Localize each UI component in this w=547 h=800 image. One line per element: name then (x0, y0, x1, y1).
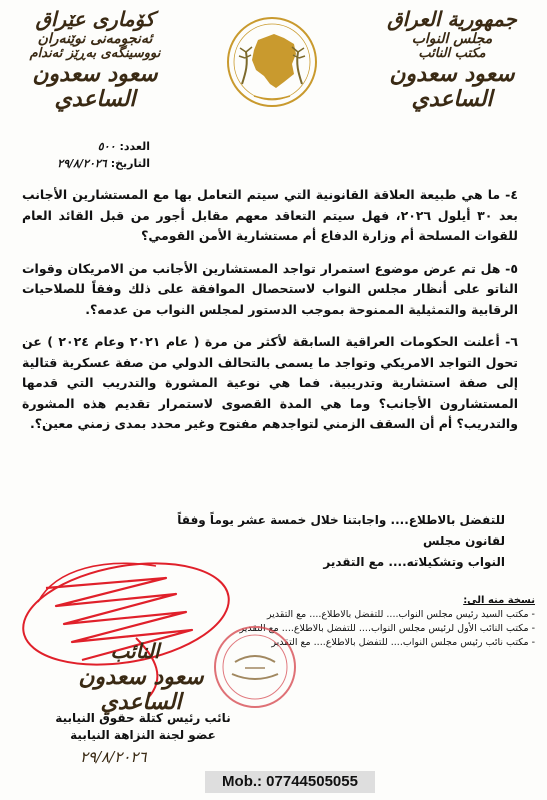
letter-date (10, 155, 150, 172)
question-4: ٤- ما هي طبيعة العلاقة القانونية التي سيتم التعامل بها مع المستشارين الأجانب بعد ٣٠ أيلول ٢٠٢٦، فهل سيتم التعاقد معهم مقابل أجور من قبل القائد العام للقوات المسلحة أم وزارة الدفاع أم مستشارية الأمن القومي؟ (22, 187, 518, 243)
iraq-map-emblem-icon (224, 14, 320, 110)
signature-date: ٢٩/٨/٢٠٢٦ (80, 748, 147, 766)
letter-number-value: ٥٠٠ (97, 140, 116, 153)
letter-number-label: العدد: (119, 140, 150, 153)
signature-position-2: عضو لجنة النزاهة النيابية (70, 728, 216, 742)
header-council: مجلس النواب (411, 31, 493, 47)
closing-line-1: للتفضل بالاطلاع.... واجابتنا خلال خمسة عشر يوماً وفقاً لقانون مجلس (177, 513, 505, 548)
question-5: ٥- هل تم عرض موضوع استمرار تواجد المستشارين الأجانب من الامريكان وقوات الناتو على أنظار مجلس النواب لاستحصال الموافقة على ذلك وفقاً للصلاحيات الرقابية والتمثيلية الممنوحة بموجب الدستور لمجلس النواب من عدمه؟. (22, 260, 518, 317)
letter-date-value: ٢٩/٨/٢٠٢٦ (57, 157, 107, 170)
letter-number (10, 138, 150, 155)
header-name-kurdish: سعود سعدون الساعدي (32, 61, 158, 113)
header-office-kurdish: نووسینگەی بەڕێز ئەندام (29, 46, 161, 62)
mobile-number: Mob.: 07744505055 (205, 771, 375, 793)
letter-reference (10, 138, 150, 172)
letterhead-arabic (367, 8, 537, 113)
cc-item: - مكتب النائب الأول لرئيس مجلس النواب.... للتفضل بالاطلاع.... مع التقدير (239, 623, 535, 634)
signature-name: سعود سعدون الساعدي (78, 664, 204, 716)
closing-line-2: النواب وتشكيلاته.... مع التقدير (323, 555, 505, 569)
header-council-kurdish: ئەنجومەنی نوێنەران (37, 31, 153, 47)
header-office: مكتب النائب (418, 46, 486, 62)
letterhead-kurdish (10, 8, 180, 113)
cc-item: - مكتب نائب رئيس مجلس النواب.... للتفضل بالاطلاع.... مع التقدير (271, 637, 535, 648)
header-name: سعود سعدون الساعدي (389, 61, 515, 113)
cc-title: نسخة منه الى: (463, 595, 535, 606)
signature-title: النائب (110, 639, 160, 663)
signature-positions (38, 710, 248, 744)
cc-item: - مكتب السيد رئيس مجلس النواب.... للتفضل بالاطلاع.... مع التقدير (267, 609, 535, 620)
question-6: ٦- أعلنت الحكومات العراقية السابقة لأكثر من مرة ( عام ٢٠٢١ وعام ٢٠٢٤ ) عن تحول التواجد الامريكي وتواجد ما يسمى بالتحالف الدولي من صفة عسكرية قتالية إلى صفة استشارية وتدريبية. فما هي نوعية المشورة والتدريب التي قدمها المستشارون الأجانب؟ وما هي المدة القصوى لاستمرار تقديم هذه المشورة والتدريب؟ أم أن السقف الزمني لتواجدهم مفتوح وغير محدد بمدى زمني معين؟. (22, 334, 518, 431)
header-country-kurdish: كۆماری عێراق (35, 7, 155, 31)
letter-date-label: التاريخ: (110, 157, 150, 170)
signature-position-1: نائب رئيس كتلة حقوق النيابية (55, 711, 231, 725)
header-country: جمهورية العراق (387, 7, 517, 31)
letter-body (22, 185, 518, 447)
